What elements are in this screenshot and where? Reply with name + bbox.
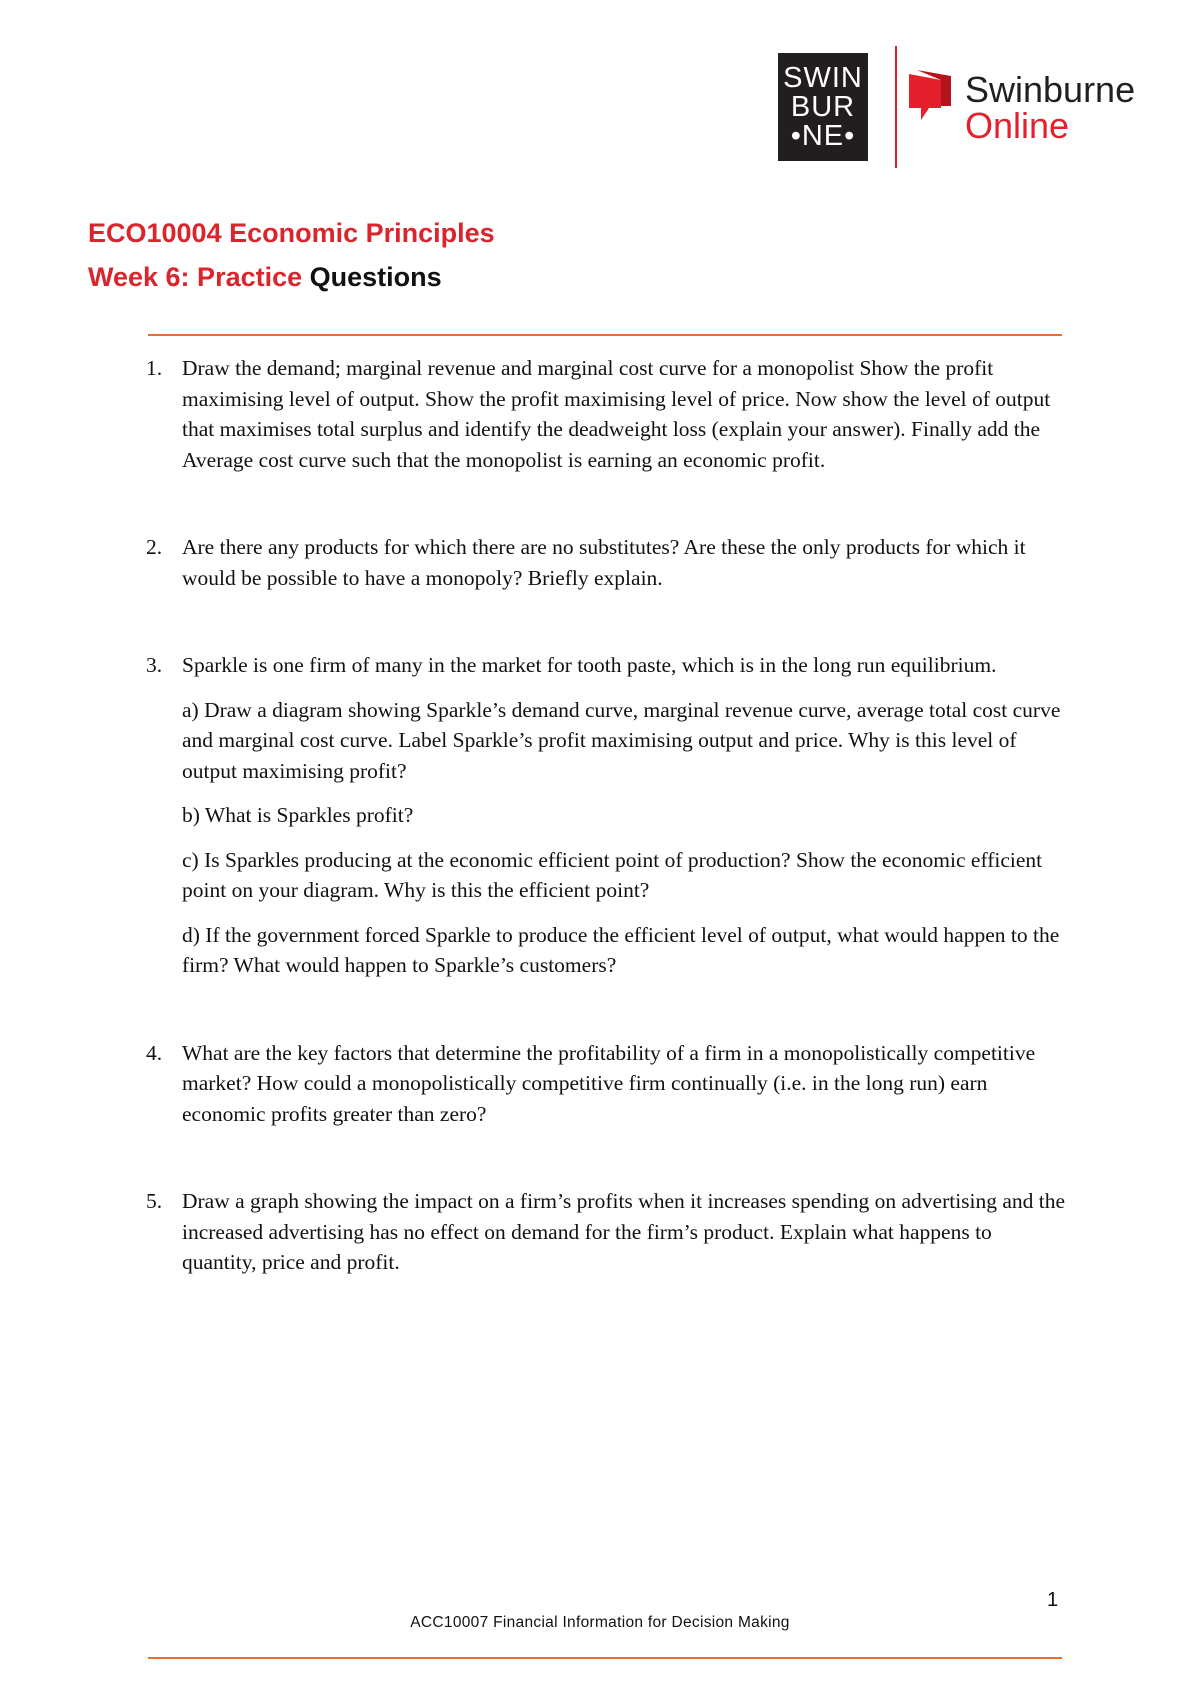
question-number: 1. bbox=[146, 356, 163, 380]
question-number: 5. bbox=[146, 1189, 163, 1213]
brand-online: Online bbox=[965, 105, 1070, 146]
course-title: ECO10004 Economic Principles bbox=[88, 218, 495, 248]
logo-line-1: SWIN bbox=[783, 61, 863, 94]
question-item bbox=[140, 532, 1070, 593]
question-part-c: c) Is Sparkles producing at the economic efficient point of production? Show the economic efficient point on your diagram. Why is this the efficient point? bbox=[182, 847, 1043, 902]
question-part-a: a) Draw a diagram showing Sparkle’s demand curve, marginal revenue curve, average total cost curve and marginal cost curve. Label Sparkle’s profit maximising output and price. Why is this level of output maximising profit? bbox=[182, 697, 1061, 783]
brand-name: Swinburne bbox=[965, 69, 1136, 110]
question-number: 2. bbox=[146, 535, 163, 559]
question-item bbox=[140, 650, 1070, 981]
question-item bbox=[140, 353, 1070, 475]
footer-divider bbox=[148, 1657, 1062, 1659]
question-text: Are there any products for which there are no substitutes? Are these the only products for which it would be possible to have a monopoly? Briefly explain. bbox=[182, 535, 1026, 590]
question-part-b: b) What is Sparkles profit? bbox=[182, 803, 414, 827]
logo-line-3: •NE• bbox=[790, 119, 856, 152]
brand-wordmark bbox=[965, 69, 1136, 146]
question-list bbox=[140, 353, 1070, 1278]
week-title-suffix: Questions bbox=[302, 262, 442, 292]
week-title bbox=[88, 262, 442, 293]
question-text: Draw a graph showing the impact on a firm’s profits when it increases spending on advertising and the increased advertising has no effect on demand for the firm’s product. Explain what happens to quantity, price and profit. bbox=[182, 1189, 1066, 1274]
swinburne-logo bbox=[778, 53, 868, 161]
question-text: Draw the demand; marginal revenue and marginal cost curve for a monopolist Show the profit maximising level of output. Show the profit maximising level of price. Now show the level of output that maximises total surplus and identify the deadweight loss (explain your answer). Finally add the Average cost curve such that the monopolist is earning an economic profit. bbox=[182, 356, 1051, 472]
logo-line-2: BUR bbox=[790, 90, 856, 123]
speech-bubble-icon bbox=[907, 68, 959, 128]
question-number: 4. bbox=[146, 1040, 163, 1065]
week-title-prefix: Week 6: Practice bbox=[88, 262, 303, 292]
header-divider bbox=[148, 334, 1062, 336]
question-item bbox=[140, 1038, 1070, 1130]
question-text: What are the key factors that determine the profitability of a firm in a monopolistically competitive market? How could a monopolistically competitive firm continually (i.e. in the long run) earn economic profits greater than zero? bbox=[182, 1040, 1036, 1126]
question-number: 3. bbox=[146, 653, 163, 677]
question-item bbox=[140, 1186, 1070, 1278]
question-part-d: d) If the government forced Sparkle to produce the efficient level of output, what would happen to the firm? What would happen to Sparkle’s customers? bbox=[182, 922, 1060, 977]
footer-text: ACC10007 Financial Information for Decision Making bbox=[410, 1614, 790, 1631]
question-text: Sparkle is one firm of many in the market for tooth paste, which is in the long run equilibrium. bbox=[182, 653, 997, 677]
logo-divider bbox=[895, 46, 897, 168]
page-number: 1 bbox=[1047, 1589, 1059, 1611]
